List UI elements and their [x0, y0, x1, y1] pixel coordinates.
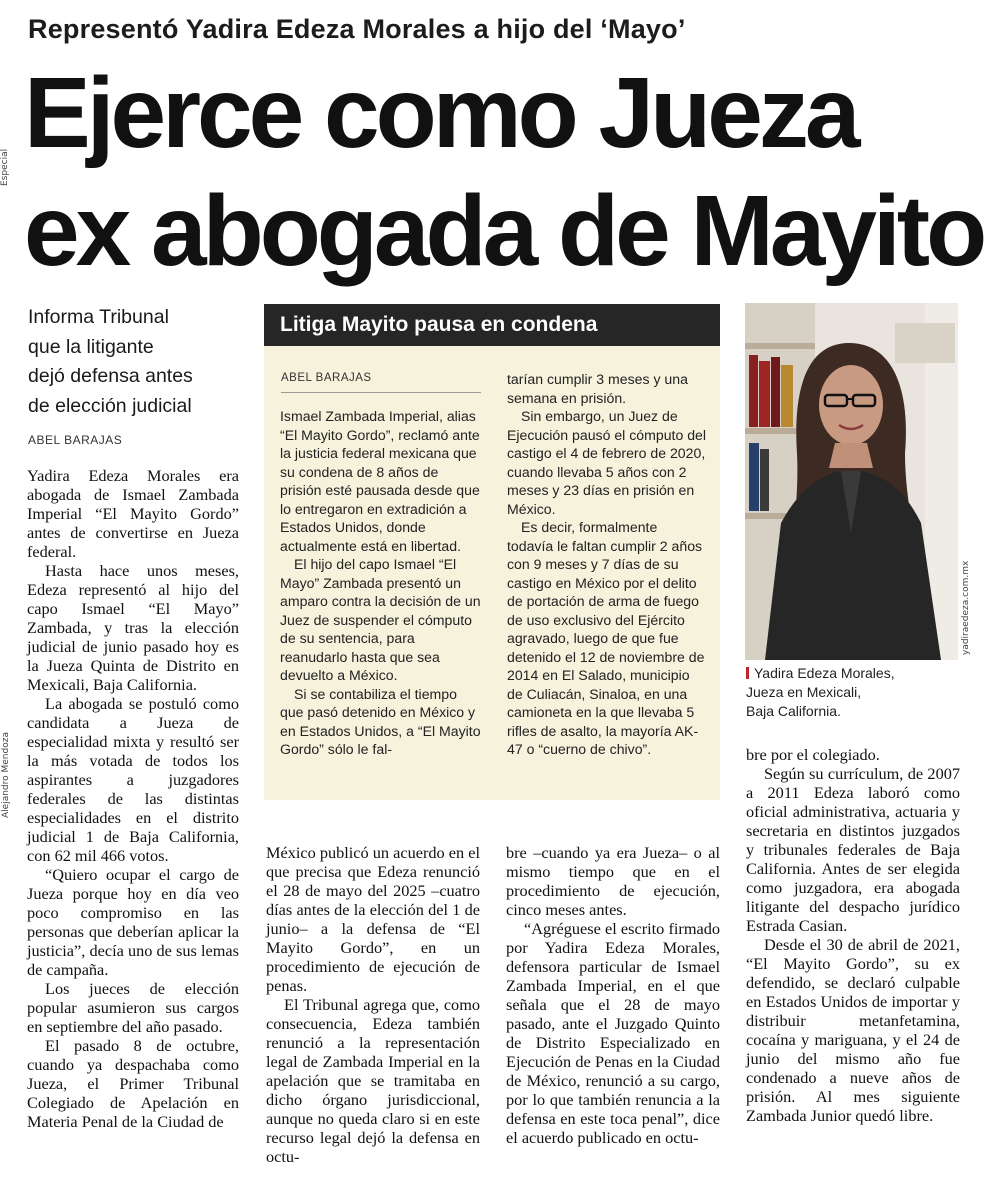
photo-caption — [746, 664, 966, 721]
paragraph: La abogada se postuló como candidata a Jueza de especialidad mixta y resultó ser la más votada de todos los aspirantes a juzgadores federales de las distintas especialidades en el distrito judicial 1 de Baja California, con 62 mil 466 votos. — [27, 694, 239, 865]
paragraph: bre –cuando ya era Jueza– o al mismo tiempo que en el procedimiento de ejecución, cinco meses antes. — [506, 843, 720, 919]
paragraph: Según su currículum, de 2007 a 2011 Edeza laboró como oficial administrativa, actuaria y secretaria en distintos juzgados y tribunales federales de Baja California. Antes de ser elegida como juzgadora, era abogada litigante del despacho jurídico Estrada Casian. — [746, 764, 960, 935]
sidebar-column-1 — [280, 407, 483, 759]
paragraph: Ismael Zambada Imperial, alias “El Mayito Gordo”, reclamó ante la justicia federal mexicana que su condena de 8 años de prisión esté pausada desde que lo entregaron en extradición a Estados Unidos, donde actualmente está en libertad. — [280, 408, 480, 554]
caption-line-2: Jueza en Mexicali, — [746, 684, 862, 700]
paragraph: El Tribunal agrega que, como consecuencia, Edeza también renunció a la representación legal de Zambada Imperial en la apelación que se tramitaba en dicho órgano jurisdiccional, aunque no queda claro si en este recurso legal dejó la defensa en octu- — [266, 995, 480, 1166]
paragraph: Es decir, formalmente todavía le faltan cumplir 2 años con 9 meses y 7 días de su castigo en México por el delito de portación de arma de fuego de uso exclusivo del Ejército agravado, luego de que fue detenido el 12 de noviembre de 2014 en El Salado, municipio de Culiacán, Sinaloa, en una camioneta en la que llevaba 5 rifles de asalto, la mayoría AK-47 o “cuerno de chivo”. — [507, 519, 705, 757]
kicker: Representó Yadira Edeza Morales a hijo del ‘Mayo’ — [28, 14, 686, 44]
dek-line-4: de elección judicial — [28, 394, 192, 417]
headline-line-2: ex abogada de Mayito — [24, 175, 984, 287]
paragraph: Si se contabiliza el tiempo que pasó detenido en México y en Estados Unidos, a “El Mayito Gordo” sólo le fal- — [280, 685, 481, 757]
caption-line-1: Yadira Edeza Morales, — [754, 665, 895, 681]
body-column-3 — [506, 843, 720, 1147]
dek-line-2: que la litigante — [28, 335, 154, 358]
main-byline: ABEL BARAJAS — [28, 433, 123, 447]
paragraph: El hijo del capo Ismael “El Mayo” Zambada presentó un amparo contra la decisión de un Juez de suspender el cómputo de su sentencia, para reanudarlo hasta que sea devuelto a México. — [280, 556, 481, 683]
caption-marker — [746, 667, 749, 679]
sidebar-title: Litiga Mayito pausa en condena — [264, 304, 720, 346]
paragraph: tarían cumplir 3 meses y una semana en prisión. — [507, 371, 688, 406]
paragraph: Desde el 30 de abril de 2021, “El Mayito Gordo”, su ex defendido, se declaró culpable en Estados Unidos de importar y distribuir metanfetamina, cocaína y mariguana, y el 24 de junio del mismo año fue condenado a nueve años de prisión. Al mes siguiente Zambada Junior quedó libre. — [746, 935, 960, 1125]
paragraph: Sin embargo, un Juez de Ejecución pausó el cómputo del castigo el 4 de febrero de 2020, cuando llevaba 5 años con 2 meses y 23 días en prisión en México. — [507, 408, 707, 517]
body-column-1 — [27, 466, 239, 1131]
sidebar-byline-rule — [281, 392, 481, 393]
paragraph: “Quiero ocupar el cargo de Jueza porque hoy en día veo poco compromiso en las personas que deberían aplicar la justicia”, decía uno de sus lemas de campaña. — [27, 865, 239, 979]
caption-line-3: Baja California. — [746, 703, 841, 719]
portrait-source-credit: yadiraedeza.com.mx — [961, 560, 971, 655]
dek-line-1: Informa Tribunal — [28, 306, 169, 328]
headline-photo-credit: Especial — [0, 148, 10, 186]
portrait-photo — [745, 303, 958, 660]
paragraph: bre por el colegiado. — [746, 745, 880, 764]
paragraph: Los jueces de elección popular asumieron sus cargos en septiembre del año pasado. — [27, 979, 239, 1036]
sidebar-byline: ABEL BARAJAS — [281, 372, 372, 384]
sidebar-column-2 — [507, 370, 707, 759]
dek-line-3: dejó defensa antes — [28, 365, 193, 387]
side-photo-credit: Alejandro Mendoza — [1, 732, 11, 818]
paragraph: El pasado 8 de octubre, cuando ya despachaba como Jueza, el Primer Tribunal Colegiado de Apelación en Materia Penal de la Ciudad de — [27, 1036, 239, 1131]
portrait-illustration — [745, 303, 958, 660]
dek — [28, 303, 248, 421]
paragraph: Yadira Edeza Morales era abogada de Ismael Zambada Imperial “El Mayito Gordo” antes de convertirse en Jueza federal. — [27, 466, 239, 561]
paragraph: “Agréguese el escrito firmado por Yadira Edeza Morales, defensora particular de Ismael Zambada Imperial, en el que señala que el 28 de mayo pasado, ante el Juzgado Quinto de Distrito Especializado en Ejecución de Penas en la Ciudad de México, renunció a su cargo, por lo que también renuncia a la defensa en este toca penal”, dice el acuerdo publicado en octu- — [506, 919, 720, 1147]
body-column-2 — [266, 843, 480, 1166]
headline-line-1: Ejerce como Jueza — [24, 57, 857, 169]
paragraph: México publicó un acuerdo en el que precisa que Edeza renunció el 28 de mayo del 2025 –cuatro días antes de la elección del 1 de junio– a la defensa de “El Mayito Gordo”, en un procedimiento de ejecución de penas. — [266, 843, 480, 995]
body-column-4 — [746, 745, 960, 1125]
paragraph: Hasta hace unos meses, Edeza representó al hijo del capo Ismael “El Mayo” Zambada, y tras la elección judicial de junio pasado hoy es la Jueza Quinta de Distrito en Mexicali, Baja California. — [27, 561, 239, 694]
headline — [24, 54, 984, 290]
